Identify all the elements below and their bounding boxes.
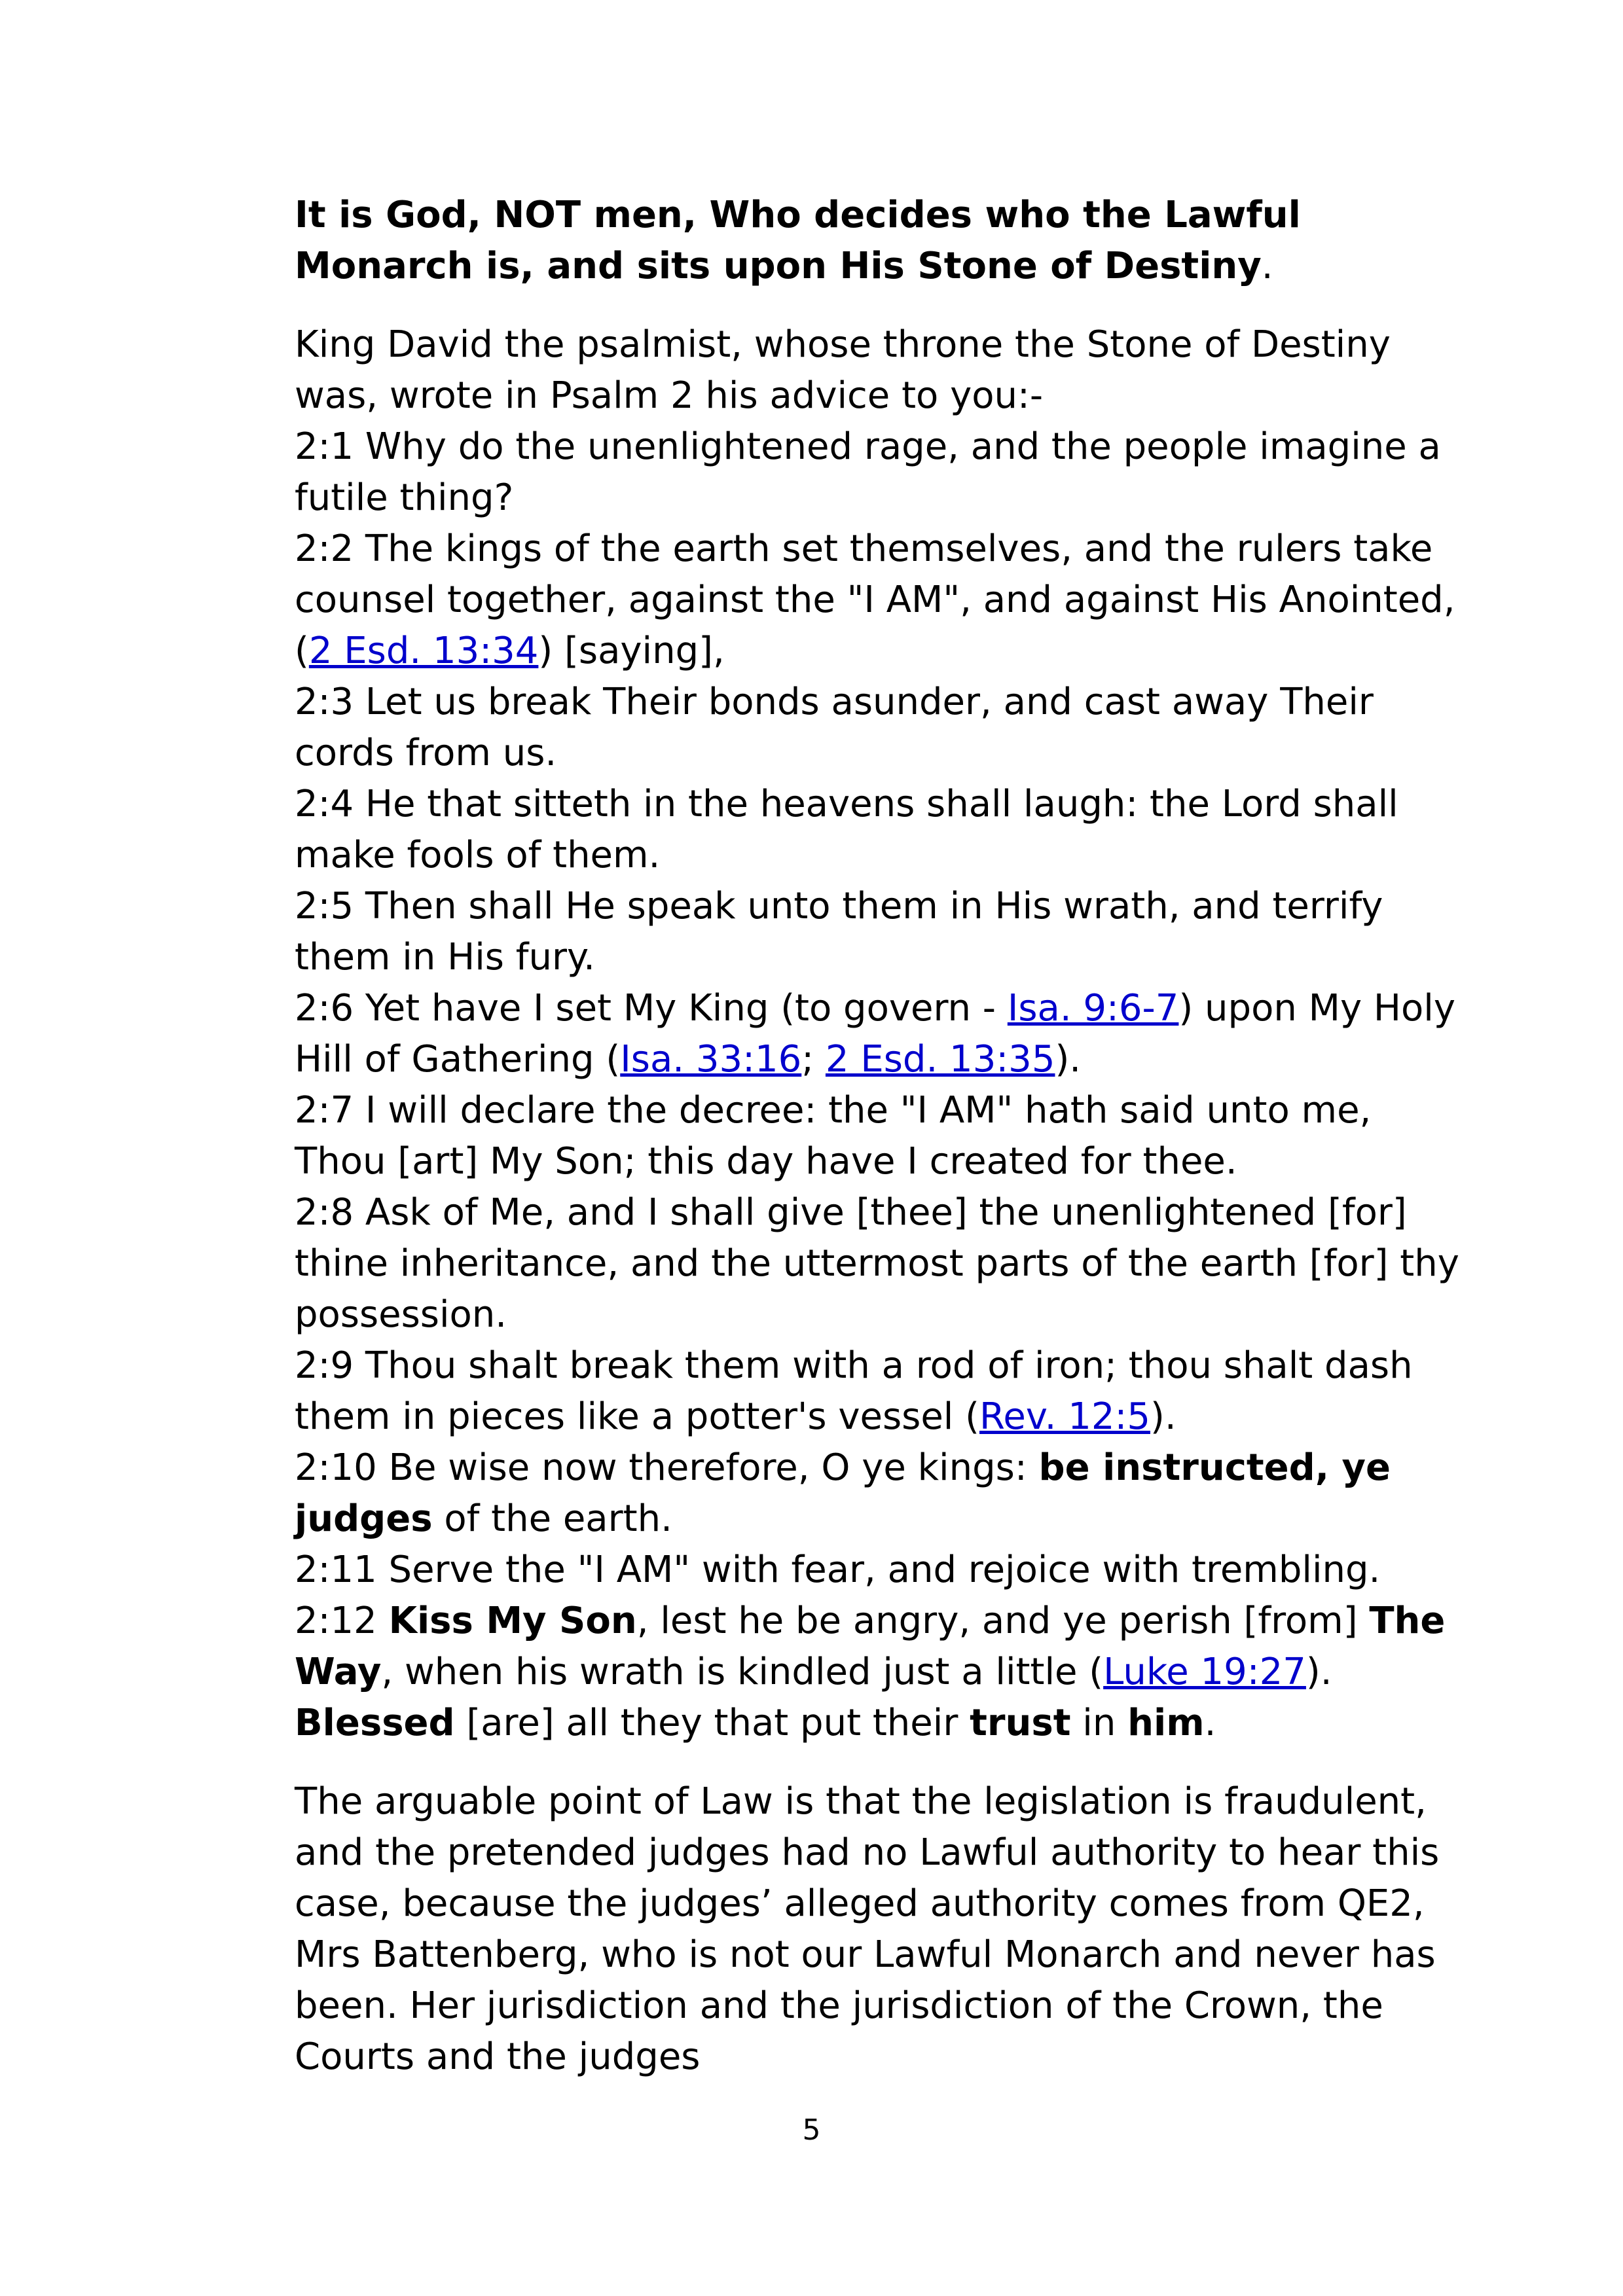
verse-2-9: [295, 1340, 1460, 1443]
verse-text: of the earth.: [432, 1498, 672, 1540]
verse-2-2: [295, 524, 1460, 677]
emphasis-text: Kiss My Son: [388, 1600, 637, 1642]
verse-2-8: 2:8 Ask of Me, and I shall give [thee] the unenlightened [for] thine inheritance, and the uttermost parts of the earth [for] thy possession.: [295, 1191, 1459, 1336]
verse-text: ;: [801, 1038, 826, 1081]
verse-2-12: [295, 1596, 1460, 1749]
reference-link-isa-9-6-7[interactable]: Isa. 9:6-7: [1007, 987, 1179, 1030]
reference-link-rev-12-5[interactable]: Rev. 12:5: [979, 1395, 1150, 1438]
verse-text: .: [1204, 1702, 1216, 1744]
verse-text: 2:12: [295, 1600, 389, 1642]
emphasis-text: be instructed, ye judges: [295, 1446, 1391, 1540]
emphasis-text: trust: [970, 1702, 1071, 1744]
emphasis-text: The Way: [295, 1600, 1446, 1693]
verse-text: ).: [1150, 1395, 1176, 1438]
verse-text: 2:2 The kings of the earth set themselves, and the rulers take counsel together, against the "I AM", and against His Anointed, (: [295, 528, 1455, 672]
verse-2-3: 2:3 Let us break Their bonds asunder, and cast away Their cords from us.: [295, 681, 1374, 774]
verse-text: 2:9 Thou shalt break them with a rod of iron; thou shalt dash them in pieces like a potter's vessel (: [295, 1344, 1413, 1438]
reference-link-2esd-13-35[interactable]: 2 Esd. 13:35: [825, 1038, 1055, 1081]
heading-text: It is God, NOT men, Who decides who the Lawful Monarch is, and sits upon His Stone of Destiny: [295, 194, 1301, 287]
verse-2-1: 2:1 Why do the unenlightened rage, and the people imagine a futile thing?: [295, 425, 1441, 519]
verse-2-11: 2:11 Serve the "I AM" with fear, and rejoice with trembling.: [295, 1549, 1381, 1591]
verse-text: , when his wrath is kindled just a little (: [381, 1651, 1104, 1693]
verse-2-6: [295, 983, 1460, 1085]
verse-text: ) upon My Holy Hill of Gathering (: [295, 987, 1455, 1081]
emphasis-text: Blessed: [295, 1702, 455, 1744]
heading-trailing: .: [1261, 245, 1273, 287]
verse-text: 2:6 Yet have I set My King (to govern -: [295, 987, 1008, 1030]
verse-text: in: [1070, 1702, 1128, 1744]
verse-text: [are] all they that put their: [454, 1702, 970, 1744]
reference-link-isa-33-16[interactable]: Isa. 33:16: [620, 1038, 802, 1081]
verse-text: , lest he be angry, and ye perish [from]: [636, 1600, 1370, 1642]
verse-text: ).: [1305, 1651, 1332, 1693]
verse-2-5: 2:5 Then shall He speak unto them in His wrath, and terrify them in His fury.: [295, 885, 1383, 978]
page-content: [295, 190, 1460, 2083]
verse-2-10: [295, 1443, 1460, 1545]
section-heading: [295, 190, 1460, 292]
verse-text: ) [saying],: [538, 630, 725, 672]
page-number: 5: [802, 2113, 821, 2147]
closing-paragraph: The arguable point of Law is that the legislation is fraudulent, and the pretended judges had no Lawful authority to hear this case, because the judges’ alleged authority comes from QE2, Mrs Battenberg, who is not our Lawful Monarch and never has been. Her jurisdiction and the jurisdiction of the Crown, the Courts and the judges: [295, 1780, 1440, 2078]
verse-2-7: 2:7 I will declare the decree: the "I AM" hath said unto me, Thou [art] My Son; this day have I created for thee.: [295, 1089, 1372, 1183]
verse-2-4: 2:4 He that sitteth in the heavens shall laugh: the Lord shall make fools of them.: [295, 783, 1398, 876]
intro-paragraph: King David the psalmist, whose throne the Stone of Destiny was, wrote in Psalm 2 his advice to you:-: [295, 323, 1391, 417]
reference-link-luke-19-27[interactable]: Luke 19:27: [1103, 1651, 1306, 1693]
verse-text: 2:10 Be wise now therefore, O ye kings:: [295, 1446, 1039, 1489]
reference-link-2esd-13-34[interactable]: 2 Esd. 13:34: [308, 630, 539, 672]
verse-text: ).: [1055, 1038, 1082, 1081]
emphasis-text: him: [1127, 1702, 1205, 1744]
